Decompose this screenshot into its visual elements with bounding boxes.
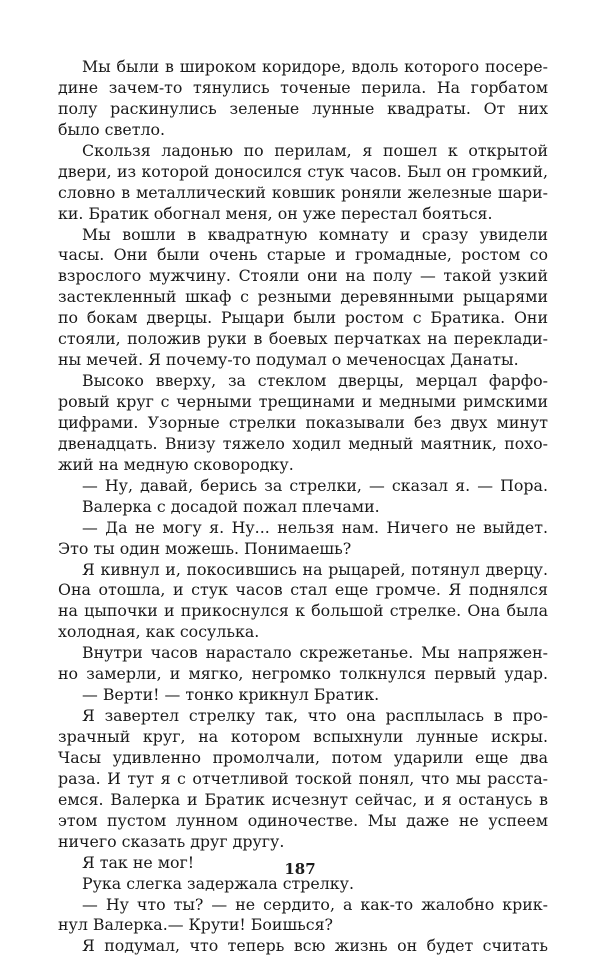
text-line: было светло. <box>58 119 166 139</box>
text-line: полу раскинулись зеленые лунные квадраты. От них <box>58 98 548 118</box>
text-line: ровый круг с черными трещинами и медными римскими <box>58 392 548 411</box>
text-line: Валерка с досадой пожал плечами. <box>82 496 380 516</box>
text-line: — Верти! — тонко крикнул Братик. <box>82 685 380 705</box>
text-line: холодная, как сосулька. <box>58 622 260 642</box>
text-line: Я так не мог! <box>82 852 195 872</box>
text-line: часы. Они были очень старые и громадные, ростом со <box>58 245 548 265</box>
text-line: Часы удивленно промолчали, потом ударили еще два <box>58 747 548 767</box>
text-line: емся. Валерка и Братик исчезнут сейчас, и я останусь в <box>58 789 548 809</box>
text-line: Это ты один можешь. Понимаешь? <box>58 538 352 558</box>
text-line: Она отошла, и стук часов стал еще громче. Я поднялся <box>58 580 548 600</box>
text-line: двери, из которой доносился стук часов. Был он громкий, <box>58 161 548 181</box>
text-line: зрачный круг, на котором вспыхнули лунные искры. <box>58 727 548 746</box>
text-line: ки. Братик обогнал меня, он уже перестал бояться. <box>58 203 493 223</box>
text-line: — Ну что ты? — не сердито, а как-то жалобно крик- <box>82 894 548 914</box>
text-line: застекленный шкаф с резными деревянными рыцарями <box>58 287 548 307</box>
text-line: Рука слегка задержала стрелку. <box>82 873 354 893</box>
text-line: по бокам дверцы. Рыцари были ростом с Братика. Они <box>58 308 548 328</box>
text-line: Внутри часов нарастало скрежетанье. Мы напряжен- <box>82 643 548 663</box>
text-line: — Да не могу я. Ну... нельзя нам. Ничего не выйдет. <box>82 517 548 537</box>
text-line: цифрами. Узорные стрелки показывали без двух минут <box>58 412 548 432</box>
text-line: ны мечей. Я почему-то подумал о меченосцах Данаты. <box>58 350 519 370</box>
text-line: Я подумал, что теперь всю жизнь он будет считать <box>82 936 548 956</box>
text-line: ничего сказать друг другу. <box>58 831 285 851</box>
text-line: Мы вошли в квадратную комнату и сразу увидели <box>82 224 548 244</box>
text-line: дине зачем-то тянулись точеные перила. На горбатом <box>58 77 548 97</box>
text-line: — Ну, давай, берись за стрелки, — сказал я. — Пора. <box>82 475 548 495</box>
text-line: словно в металлический ковшик роняли железные шари- <box>58 182 548 202</box>
text-line: взрослого мужчину. Стояли они на полу — такой узкий <box>58 266 548 286</box>
text-line: Я кивнул и, покосившись на рыцарей, потянул дверцу. <box>82 559 548 579</box>
text-line: стояли, положив руки в боевых перчатках на переклади- <box>58 329 548 349</box>
text-line: Мы были в широком коридоре, вдоль которого посере- <box>82 57 548 76</box>
text-line: этом пустом лунном одиночестве. Мы даже не успеем <box>58 810 548 830</box>
text-line: но замерли, и мягко, негромко толкнулся первый удар. <box>58 664 548 684</box>
text-line: на цыпочки и прикоснулся к большой стрелке. Она была <box>58 601 548 621</box>
text-line: Я завертел стрелку так, что она расплылась в про- <box>82 706 548 726</box>
text-line: двенадцать. Внизу тяжело ходил медный маятник, похо- <box>58 433 548 453</box>
text-line: нул Валерка.— Крути! Боишься? <box>58 915 334 935</box>
text-line: жий на медную сковородку. <box>58 454 294 474</box>
text-line: Высоко вверху, за стеклом дверцы, мерцал фарфо- <box>82 371 548 391</box>
page-number: 187 <box>284 860 316 878</box>
text-line: Скользя ладонью по перилам, я пошел к открытой <box>82 140 548 160</box>
text-line: раза. И тут я с отчетливой тоской понял, что мы расста- <box>58 768 548 788</box>
